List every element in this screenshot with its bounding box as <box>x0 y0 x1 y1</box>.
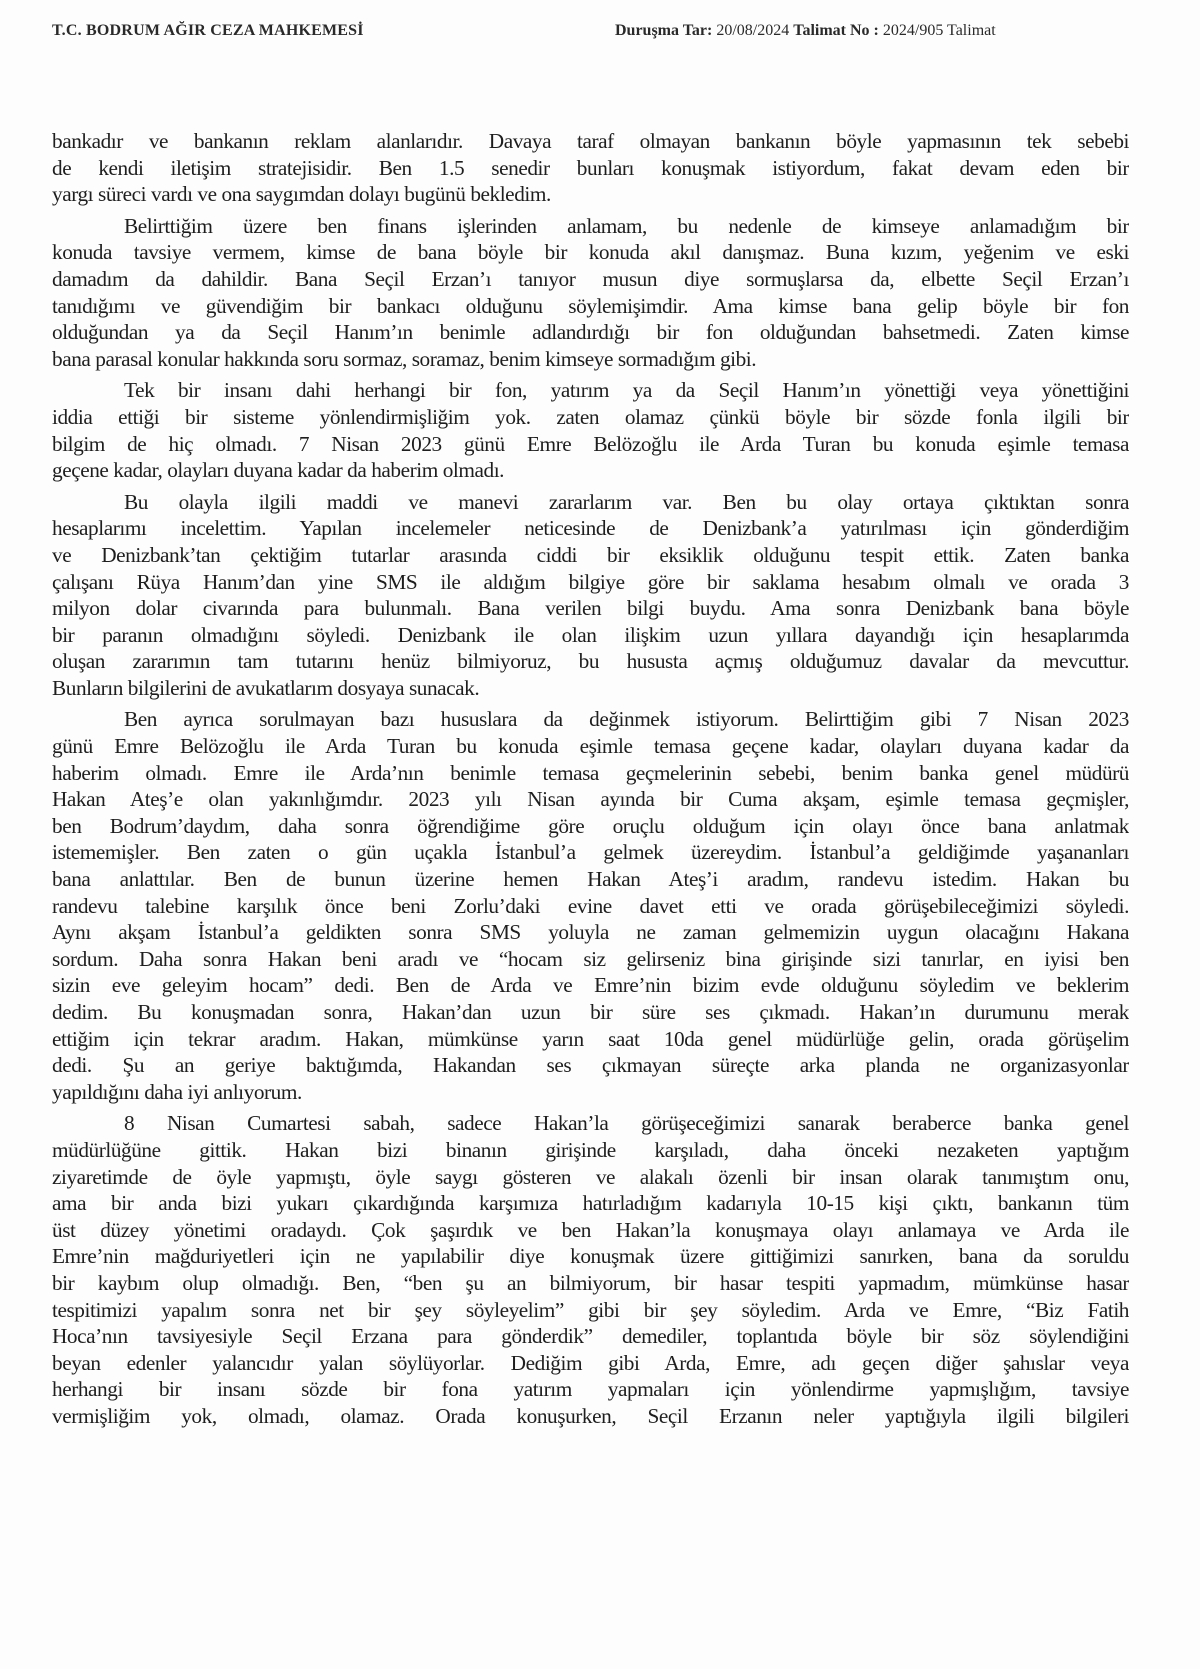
text-line: ben Bodrum’daydım, daha sonra öğrendiğime göre oruçlu olduğum için olayı önce bana anlatmak <box>52 813 1129 838</box>
text-line: konuda tavsiye vermem, kimse de bana böyle bir konuda akıl danışmaz. Buna kızım, yeğenim ve eski <box>52 240 1129 265</box>
text-line: vermişliğim yok, olmadı, olamaz. Orada konuşurken, Seçil Erzanın neler yaptığıyla ilgili bilgileri <box>52 1403 1129 1428</box>
hearing-date-label: Duruşma Tar: <box>615 22 713 39</box>
text-line: istememişler. Ben zaten o gün uçakla İstanbul’a gelmek üzereydim. İstanbul’a geldiğimde yaşananları <box>52 840 1129 865</box>
text-line: yargı süreci vardı ve ona saygımdan dolayı bugünü bekledim. <box>52 182 551 207</box>
instruction-no-label: Talimat No : <box>793 22 879 39</box>
text-line: Tek bir insanı dahi herhangi bir fon, yatırım ya da Seçil Hanım’ın yönettiği veya yönettiğini <box>124 378 1129 403</box>
text-line: 8 Nisan Cumartesi sabah, sadece Hakan’la görüşeceğimizi sanarak beraberce banka genel <box>124 1111 1129 1136</box>
text-line: ve Denizbank’tan çektiğim tutarlar arasında ciddi bir eksiklik olduğunu tespit ettik. Zaten banka <box>52 542 1129 567</box>
text-line: hesaplarımı incelettim. Yapılan incelemeler neticesinde de Denizbank’a yatırılması için gönderdiğim <box>52 516 1129 541</box>
paragraph <box>52 377 1129 483</box>
text-line: randevu talebine karşılık önce beni Zorlu’daki evine davet etti ve orada görüşebileceğimizi söyledi. <box>52 893 1129 918</box>
text-line: çalışanı Rüya Hanım’dan yine SMS ile aldığım bilgiye göre bir saklama hesabım olmalı ve orada 3 <box>52 569 1129 594</box>
text-line: Bunların bilgilerini de avukatlarım dosyaya sunacak. <box>52 675 480 700</box>
paragraph <box>52 489 1129 702</box>
text-line: dedi. Şu an geriye baktığımda, Hakandan ses çıkmayan süreçte arka planda ne organizasyonlar <box>52 1053 1129 1078</box>
text-line: Hoca’nın tavsiyesiyle Seçil Erzana para gönderdik” demediler, toplantıda böyle bir söz söylendiğini <box>52 1324 1129 1349</box>
text-line: sordum. Daha sonra Hakan beni aradı ve “hocam siz gelirseniz bina girişinde sizi tanırlar, en iyisi ben <box>52 946 1129 971</box>
text-line: geçene kadar, olayları duyana kadar da haberim olmadı. <box>52 458 505 483</box>
text-line: olduğundan ya da Seçil Hanım’ın benimle adlandırdığı bir fon olduğundan bahsetmedi. Zaten kimse <box>52 320 1129 345</box>
instruction-no: 2024/905 Talimat <box>882 22 996 39</box>
text-line: bana parasal konular hakkında soru sormaz, soramaz, benim kimseye sormadığım gibi. <box>52 346 757 371</box>
text-line: bankadır ve bankanın reklam alanlarıdır. Davaya taraf olmayan bankanın böyle yapmasının tek sebebi <box>52 129 1129 153</box>
text-line: milyon dolar civarında para bulunmalı. Bana verilen bilgi buydu. Ama sonra Denizbank bana böyle <box>52 596 1129 621</box>
text-line: ziyaretimde de öyle yapmıştı, öyle saygı gösteren ve alakalı özenli bir insan olarak tanımıştım onu, <box>52 1164 1129 1189</box>
text-line: oluşan zararımın tam tutarını henüz bilmiyoruz, bu hususta açmış olduğumuz davalar da mevcuttur. <box>52 649 1129 674</box>
text-line: tespitimizi yapalım sonra net bir şey söyleyelim” gibi bir şey söyledim. Arda ve Emre, “Biz Fatih <box>52 1297 1129 1322</box>
text-line: haberim olmadı. Emre ile Arda’nın benimle temasa geçmelerinin sebebi, benim banka genel müdürü <box>52 760 1129 785</box>
text-line: Belirttiğim üzere ben finans işlerinden anlamam, bu nedenle de kimseye anlamadığım bir <box>124 213 1129 238</box>
statement-body <box>52 128 1129 1430</box>
text-line: müdürlüğüne gittik. Hakan bizi binanın girişinde karşıladı, daha önceki nezaketen yaptığım <box>52 1137 1129 1162</box>
text-line: ettiğim için tekrar aradım. Hakan, mümkünse yarın saat 10da genel müdürlüğe gelin, orada görüşelim <box>52 1026 1129 1051</box>
header-meta <box>615 22 996 40</box>
paragraph <box>52 213 1129 373</box>
text-line: beyan edenler yalancıdır yalan söylüyorlar. Dediğim gibi Arda, Emre, adı geçen diğer şahıslar veya <box>52 1350 1129 1375</box>
paragraph <box>52 1110 1129 1429</box>
text-line: üst düzey yönetimi oradaydı. Çok şaşırdık ve ben Hakan’la konuşmaya olayı anlamaya ve Arda ile <box>52 1217 1129 1242</box>
text-line: damadım da dahildir. Bana Seçil Erzan’ı tanıyor musun diye sormuşlarsa da, elbette Seçil Erzan’ı <box>52 266 1129 291</box>
text-line: bana anlattılar. Ben de bunun üzerine hemen Hakan Ateş’i aradım, randevu istedim. Hakan bu <box>52 867 1129 892</box>
text-line: sizin eve geleyim hocam” dedi. Ben de Arda ve Emre’nin bizim evde olduğunu söyledim ve beklerim <box>52 973 1129 998</box>
text-line: Bu olayla ilgili maddi ve manevi zararlarım var. Ben bu olay ortaya çıktıktan sonra <box>124 489 1129 514</box>
text-line: tanıdığımı ve güvendiğim bir bankacı olduğunu söylemişimdir. Ama kimse bana gelip böyle bir fon <box>52 293 1129 318</box>
text-line: Aynı akşam İstanbul’a geldikten sonra SMS yoluyla ne zaman gelmemizin uygun olacağını Hakana <box>52 920 1129 945</box>
hearing-date: 20/08/2024 <box>716 22 790 39</box>
text-line: yapıldığını daha iyi anlıyorum. <box>52 1079 302 1104</box>
text-line: dedim. Bu konuşmadan sonra, Hakan’dan uzun bir süre ses çıkmadı. Hakan’ın durumunu merak <box>52 1000 1129 1024</box>
text-line: herhangi bir insanı sözde bir fona yatırım yapmaları için yönlendirme yapmışlığım, tavsiye <box>52 1377 1129 1402</box>
court-name: T.C. BODRUM AĞIR CEZA MAHKEMESİ <box>52 22 364 39</box>
text-line: Ben ayrıca sorulmayan bazı hususlara da değinmek istiyorum. Belirttiğim gibi 7 Nisan 2023 <box>124 707 1129 732</box>
text-line: ama bir anda bizi yukarı çıkardığında karşımıza hatırladığım kadarıyla 10-15 kişi çıktı, bankanın tüm <box>52 1191 1129 1216</box>
paragraph <box>52 706 1129 1105</box>
text-line: bir kaybım olup olmadığı. Ben, “ben şu an bilmiyorum, bir hasar tespiti yapmadım, mümkünse hasar <box>52 1270 1129 1295</box>
text-line: iddia ettiği bir sisteme yönlendirmişliğim yok. zaten olamaz çünkü böyle bir sözde fonla ilgili bir <box>52 404 1129 429</box>
text-line: de kendi iletişim stratejisidir. Ben 1.5 senedir bunları konuşmak istiyordum, fakat devam eden bir <box>52 155 1129 180</box>
text-line: Emre’nin mağduriyetleri için ne yapılabilir diye konuşmak üzere gittiğimizi sanırken, bana da soruldu <box>52 1244 1129 1269</box>
text-line: günü Emre Belözoğlu ile Arda Turan bu konuda eşimle temasa geçene kadar, olayları duyana kadar da <box>52 734 1129 759</box>
text-line: Hakan Ateş’e olan yakınlığımdır. 2023 yılı Nisan ayında bir Cuma akşam, eşimle temasa geçmişler, <box>52 787 1129 812</box>
paragraph <box>52 128 1129 208</box>
text-line: bir paranın olmadığını söyledi. Denizbank ile olan ilişkim uzun yıllara dayandığı için hesaplarımda <box>52 622 1129 647</box>
page-header <box>52 22 1130 46</box>
text-line: bilgim de hiç olmadı. 7 Nisan 2023 günü Emre Belözoğlu ile Arda Turan bu konuda eşimle temasa <box>52 431 1129 456</box>
